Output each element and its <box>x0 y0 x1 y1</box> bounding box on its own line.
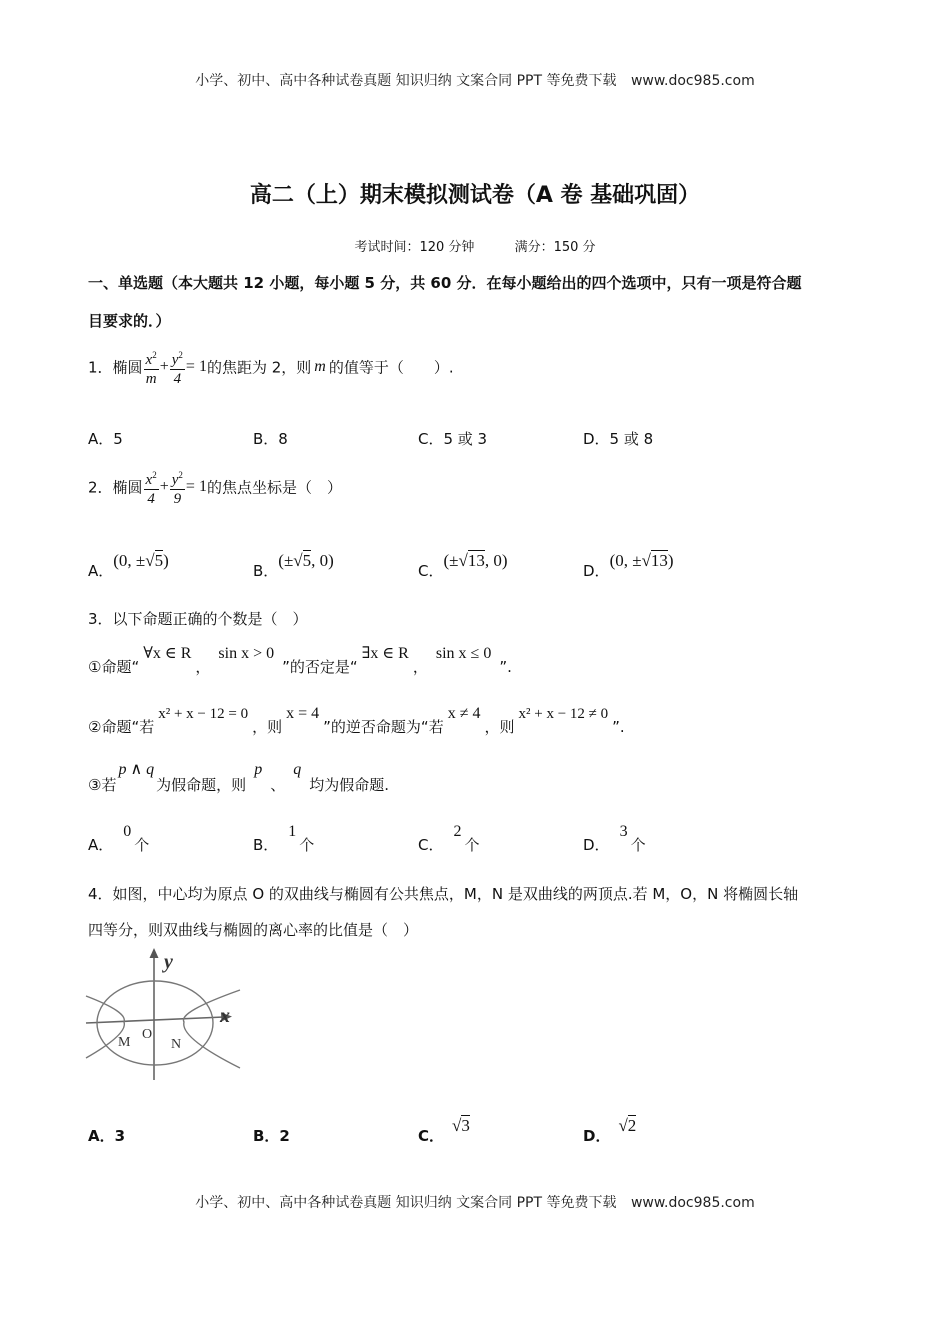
header-text: 小学、初中、高中各种试卷真题 知识归纳 文案合同 PPT 等免费下载 <box>195 73 617 89</box>
q2-prefix: 2．椭圆 <box>88 478 143 497</box>
q4-option-a[interactable]: A．3 <box>88 1127 126 1145</box>
q1-option-b[interactable]: B．8 <box>253 430 288 448</box>
q3-option-c[interactable]: C．2个 <box>418 823 480 854</box>
q1-option-c[interactable]: C．5 或 3 <box>418 430 488 448</box>
q3-statement-3: ③若p ∧ q为假命题，则p、q均为假命题. <box>88 761 389 794</box>
q2-option-a[interactable]: A．(0, ±√5) <box>88 551 169 580</box>
m-label: M <box>118 1035 131 1050</box>
q1-prefix: 1．椭圆 <box>88 358 143 377</box>
footer-url[interactable]: www.doc985.com <box>630 1195 755 1211</box>
q2-eq: = 1 <box>185 478 207 495</box>
x-axis <box>86 1017 224 1023</box>
q1-mid: 的焦距为 2，则 <box>206 358 312 377</box>
q1-var: m <box>314 358 326 375</box>
exam-time: 考试时间：120 分钟 <box>354 240 475 255</box>
footer-text: 小学、初中、高中各种试卷真题 知识归纳 文案合同 PPT 等免费下载 <box>195 1195 617 1211</box>
n-label: N <box>171 1037 182 1052</box>
question-1 <box>88 346 454 388</box>
page-title: 高二（上）期末模拟测试卷（A 卷 基础巩固） <box>249 183 701 208</box>
q1-plus: + <box>159 358 169 375</box>
question-4-line1: 4．如图，中心均为原点 O 的双曲线与椭圆有公共焦点，M，N 是双曲线的两顶点.若 M，O，N 将椭圆长轴 <box>88 885 799 903</box>
exam-info <box>0 236 950 255</box>
exam-score: 满分：150 分 <box>514 240 596 255</box>
q3-statement-1: ①命题“∀x ∈ R，sin x > 0”的否定是“∃x ∈ R，sin x ≤ 0”. <box>88 645 512 676</box>
page-header <box>0 70 950 90</box>
section-heading-line1: 一、单选题（本大题共 12 小题，每小题 5 分，共 60 分．在每小题给出的四个选项中，只有一项是符合题 <box>88 274 802 292</box>
q2-option-c[interactable]: C．(±√13, 0) <box>418 551 508 580</box>
origin-label: O <box>142 1027 153 1042</box>
question-4-line2: 四等分，则双曲线与椭圆的离心率的比值是（ ） <box>88 921 419 939</box>
hyperbola-right-branch <box>183 990 240 1068</box>
header-url[interactable]: www.doc985.com <box>630 73 755 89</box>
q1-suffix: 的值等于（ ）. <box>328 358 454 377</box>
q4-option-d[interactable]: D．√2 <box>583 1116 637 1145</box>
q1-frac1: $\frac{x^2}{m}$ <box>144 346 159 388</box>
q2-option-b[interactable]: B．(±√5, 0) <box>253 551 334 580</box>
q3-option-d[interactable]: D．3个 <box>583 823 646 854</box>
q2-plus: + <box>159 478 169 495</box>
q2-frac1: $\frac{x^2}{4}$ <box>144 466 159 508</box>
q3-option-b[interactable]: B．1个 <box>253 823 315 854</box>
ellipse-curve <box>97 981 213 1065</box>
q2-frac2: $\frac{y^2}{9}$ <box>170 466 185 508</box>
y-axis-arrow <box>150 948 159 958</box>
question-2 <box>88 466 342 508</box>
q4-option-b[interactable]: B．2 <box>253 1127 290 1145</box>
q1-option-d[interactable]: D．5 或 8 <box>583 430 654 448</box>
q1-option-a[interactable]: A．5 <box>88 430 123 448</box>
x-label: x <box>220 1005 230 1027</box>
q1-frac2: $\frac{y^2}{4}$ <box>170 346 185 388</box>
q3-option-a[interactable]: A．0个 <box>88 823 150 854</box>
q2-suffix: 的焦点坐标是（ ） <box>206 478 342 497</box>
page-footer <box>0 1192 950 1212</box>
q3-statement-2: ②命题“若x² + x − 12 = 0，则x = 4”的逆否命题为“若x ≠ 4，则x² + x − 12 ≠ 0”. <box>88 705 625 736</box>
question-3: 3．以下命题正确的个数是（ ） <box>88 610 308 628</box>
q4-figure <box>84 946 246 1082</box>
q1-eq: = 1 <box>185 358 207 375</box>
q4-option-c[interactable]: C．√3 <box>418 1116 470 1145</box>
section-heading-line2: 目要求的．） <box>88 312 171 330</box>
y-label: y <box>164 951 173 973</box>
q2-option-d[interactable]: D．(0, ±√13) <box>583 551 674 580</box>
